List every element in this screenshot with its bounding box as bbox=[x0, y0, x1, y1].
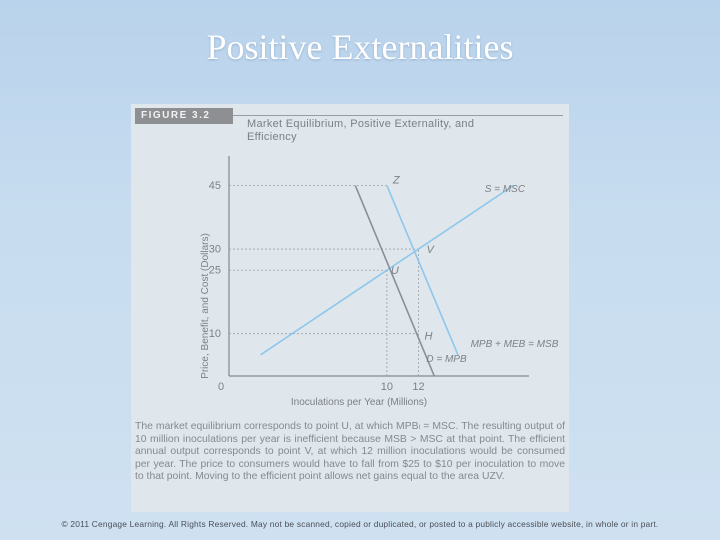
y-tick-label: 30 bbox=[208, 243, 221, 256]
x-tick-label: 12 bbox=[412, 381, 425, 393]
point-label-h: H bbox=[424, 330, 433, 343]
x-axis-label: Inoculations per Year (Millions) bbox=[290, 397, 428, 408]
series-label-supply: S = MSC bbox=[484, 183, 526, 195]
figure-caption: The market equilibrium corresponds to point U, at which MPBₗ = MSC. The resulting output of 10 million inoculations per year is inefficient because MSB > MSC at that point. The efficient annual output corresponds to point V, at which 12 million inoculations would be consumed per year. The price to consumers would have to fall from $25 to $10 per inoculation to move to that point. Moving to the efficient point allows net gains equal to the area UZV. bbox=[135, 421, 565, 483]
x-tick-label: 10 bbox=[380, 381, 394, 393]
copyright-notice: © 2011 Cengage Learning. All Rights Reserved. May not be scanned, copied or duplicated, or posted to a publicly accessible website, in whole or in part. bbox=[61, 519, 659, 529]
slide-title: Positive Externalities bbox=[206, 27, 514, 67]
origin-label: 0 bbox=[217, 381, 225, 393]
point-label-v: V bbox=[426, 244, 434, 257]
point-label-z: Z bbox=[392, 174, 400, 187]
series-label-msb: MPB + MEB = MSB bbox=[470, 339, 559, 351]
figure-tag: FIGURE 3.2 bbox=[135, 108, 233, 124]
y-tick-label: 10 bbox=[208, 328, 221, 341]
series-label-demand: D = MPB bbox=[426, 354, 467, 366]
demand-line bbox=[355, 186, 434, 376]
y-axis-label: Price, Benefit, and Cost (Dollars) bbox=[200, 233, 211, 379]
point-label-u: U bbox=[390, 265, 399, 278]
y-tick-label: 25 bbox=[208, 264, 221, 277]
chart-title: Market Equilibrium, Positive Externality, and Efficiency bbox=[247, 118, 475, 143]
chart bbox=[131, 104, 569, 414]
y-tick-label: 45 bbox=[208, 180, 221, 193]
